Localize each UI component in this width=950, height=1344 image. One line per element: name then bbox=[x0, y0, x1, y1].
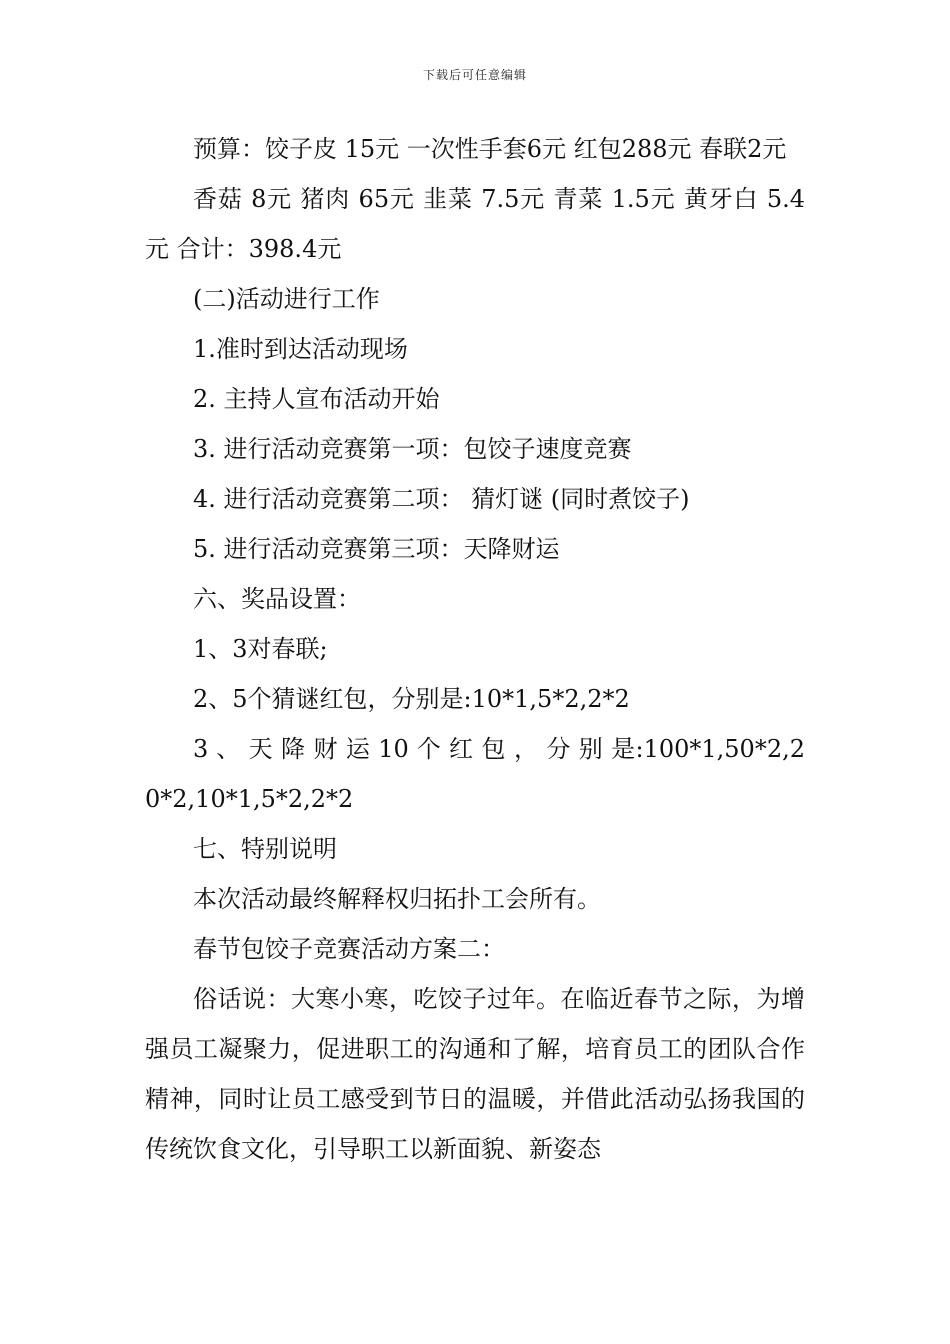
plan-two-heading: 春节包饺子竞赛活动方案二： bbox=[193, 935, 505, 963]
plan-two-intro-paragraph: 俗话说：大寒小寒，吃饺子过年。在临近春节之际，为增强员工凝聚力，促进职工的沟通和了解，培育员工的团队合作精神，同时让员工感受到节日的温暖，并借此活动弘扬我国的传统饮食文化，引导职工以新面貌、新姿态 bbox=[145, 985, 805, 1163]
document-body bbox=[145, 124, 805, 1174]
section-heading-special-notes: 七、特别说明 bbox=[193, 835, 337, 863]
section-heading-activity-work: (二)活动进行工作 bbox=[193, 285, 380, 313]
list-item: 2、5个猜谜红包，分别是:10*1,5*2,2*2 bbox=[193, 685, 630, 713]
list-item: 3 、 天 降 财 运 10 个 红 包 ， 分 别 是:100*1,50*2,20*2,10*1,5*2,2*2 bbox=[145, 735, 805, 813]
list-item: 1、3对春联; bbox=[193, 635, 328, 663]
list-item: 3. 进行活动竞赛第一项：包饺子速度竞赛 bbox=[193, 435, 632, 463]
note-paragraph: 本次活动最终解释权归拓扑工会所有。 bbox=[193, 885, 601, 913]
list-item: 4. 进行活动竞赛第二项： 猜灯谜 (同时煮饺子) bbox=[193, 485, 690, 513]
page-header: 下载后可任意编辑 bbox=[422, 68, 527, 82]
section-heading-prizes: 六、奖品设置： bbox=[193, 585, 361, 613]
budget-paragraph-1: 预算：饺子皮 15元 一次性手套6元 红包288元 春联2元 bbox=[193, 135, 787, 163]
budget-paragraph-2: 香菇 8元 猪肉 65元 韭菜 7.5元 青菜 1.5元 黄牙白 5.4元 合计：398.4元 bbox=[145, 185, 805, 263]
list-item: 1.准时到达活动现场 bbox=[193, 335, 408, 363]
list-item: 5. 进行活动竞赛第三项：天降财运 bbox=[193, 535, 560, 563]
list-item: 2. 主持人宣布活动开始 bbox=[193, 385, 440, 413]
